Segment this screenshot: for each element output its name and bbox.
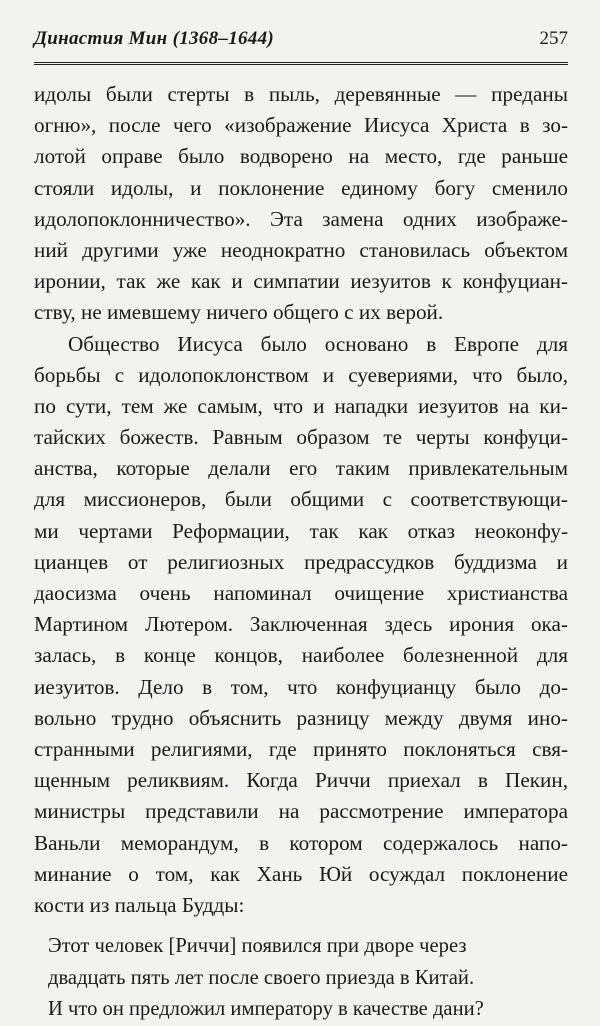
text-line: ми чертами Реформации, так как отказ неоконфу- bbox=[34, 518, 568, 543]
text-line: щенным реликвиям. Когда Риччи приехал в Пекин, bbox=[34, 768, 568, 793]
quote-line: Этот человек [Риччи] появился при дворе через bbox=[48, 935, 467, 958]
text-line: лотой оправе было водворено на место, где раньше bbox=[34, 144, 568, 169]
block-quote bbox=[34, 931, 568, 1026]
quote-line: двадцать пять лет после своего приезда в Китай. bbox=[48, 966, 475, 989]
text-line: странными религиями, где принято поклоняться свя- bbox=[34, 736, 568, 761]
text-line: ству, не имевшему ничего общего с их верой. bbox=[34, 300, 444, 325]
chapter-title: Династия Мин (1368–1644) bbox=[34, 28, 275, 49]
text-line: борьбы с идолопоклонством и суевериями, что было, bbox=[34, 362, 568, 387]
text-line: цианцев от религиозных предрассудков буддизма и bbox=[34, 549, 568, 574]
page-number: 257 bbox=[539, 28, 568, 49]
text-line: ний другими уже неоднократно становилась объектом bbox=[34, 237, 568, 262]
text-line: стояли идолы, и поклонение единому богу сменило bbox=[34, 175, 568, 200]
text-line: вольно трудно объяснить разницу между двумя ино- bbox=[34, 705, 568, 730]
running-header bbox=[34, 28, 568, 54]
text-line: минание о том, как Хань Юй осуждал поклонение bbox=[34, 861, 568, 886]
text-line: Мартином Лютером. Заключенная здесь ирония ока- bbox=[34, 612, 568, 637]
quote-line: И что он предложил императору в качестве дани? bbox=[48, 998, 484, 1021]
text-line: идолы были стерты в пыль, деревянные — преданы bbox=[34, 82, 568, 106]
header-rule bbox=[34, 62, 568, 65]
text-line: кости из пальца Будды: bbox=[34, 892, 245, 917]
text-line: идолопоклонничество». Эта замена одних изображе- bbox=[34, 206, 568, 231]
text-line: по сути, тем же самым, что и нападки иезуитов на ки- bbox=[34, 393, 568, 418]
paragraph-1 bbox=[34, 79, 568, 329]
text-line: Ваньли меморандум, в котором содержалось напо- bbox=[34, 830, 568, 855]
text-line: даосизма очень напоминал очищение христианства bbox=[34, 581, 568, 605]
text-line: иезуитов. Дело в том, что конфуцианцу было до- bbox=[34, 674, 568, 699]
text-line: огню», после чего «изображение Иисуса Христа в зо- bbox=[34, 113, 568, 138]
text-line: Общество Иисуса было основано в Европе для bbox=[68, 331, 568, 356]
text-line: иронии, так же как и симпатии иезуитов к конфуциан- bbox=[34, 269, 568, 294]
text-line: залась, в конце концов, наиболее болезненной для bbox=[34, 643, 568, 668]
text-line: анства, которые делали его таким привлекательным bbox=[34, 456, 568, 481]
paragraph-2 bbox=[34, 329, 568, 922]
text-line: министры представили на рассмотрение императора bbox=[34, 799, 568, 824]
text-line: для миссионеров, были общими с соответствующи- bbox=[34, 487, 568, 512]
text-line: тайских божеств. Равным образом те черты конфуци- bbox=[34, 425, 568, 450]
